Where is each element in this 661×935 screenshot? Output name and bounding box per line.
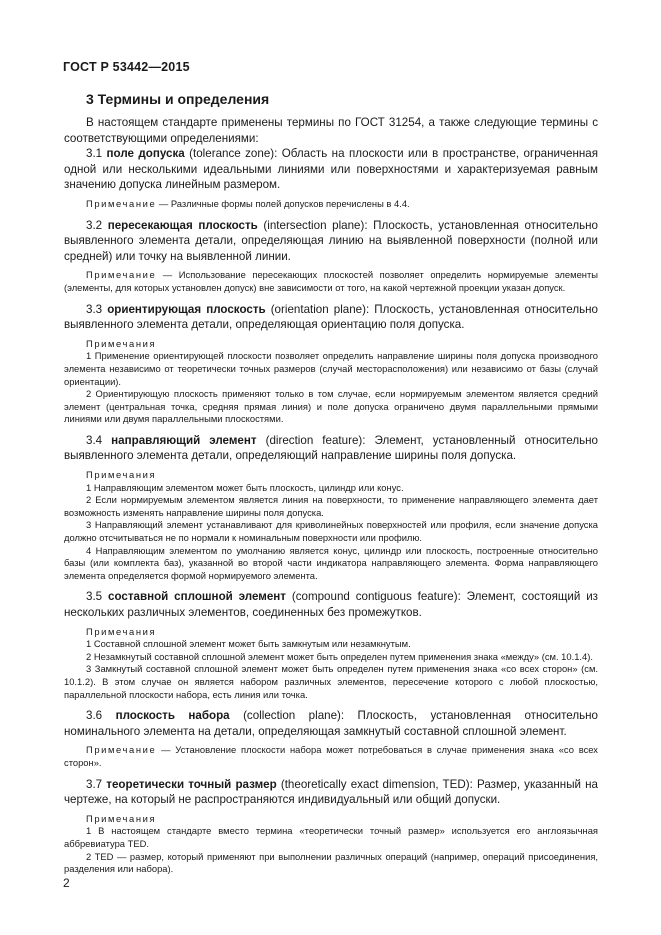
term-name: составной сплошной элемент	[108, 590, 286, 604]
term-3-4	[64, 433, 598, 464]
term-3-1-note	[64, 198, 598, 211]
term-name: теоретически точный размер	[106, 777, 277, 791]
term-definition: (theoretically exact dimension, TED): Размер, указанный на чертеже, на который не распространяются индивидуальный или общий допуски.	[64, 777, 598, 807]
notes-heading: Примечания	[86, 812, 157, 824]
term-definition: (collection plane): Плоскость, установленная относительно номинального элемента на детали, определяющая замкнутый составной сплошной элемент.	[64, 709, 598, 738]
term-definition: (intersection plane): Плоскость, установленная относительно выявленного элемента детали, определяющая линию на выявленной поверхности (полной или средней) или точку на выявленной линии.	[64, 218, 598, 263]
intro-paragraph: В настоящем стандарте применены термины по ГОСТ 31254, а также следующие термины с соответствующими определениями:	[64, 116, 598, 145]
page-number: 2	[63, 876, 70, 890]
note-item: 2 Ориентирующую плоскость применяют только в том случае, если нормируемым элементом является средний элемент (центральная точка, средняя прямая линия) и поле допуска ограничено двумя параллельными прямыми линиями или двумя параллельными плоскостями.	[64, 388, 598, 425]
document-body	[64, 90, 598, 876]
note-item: 1 Составной сплошной элемент может быть замкнутым или незамкнутым.	[86, 638, 411, 650]
term-name: поле допуска	[106, 147, 185, 161]
note-label: Примечание	[86, 197, 157, 209]
term-definition: (orientation plane): Плоскость, установленная относительно выявленного элемента детали, определяющая ориентацию поля допуска.	[64, 302, 598, 332]
term-name: пересекающая плоскость	[107, 218, 258, 232]
term-3-1	[64, 146, 598, 193]
note-item: 2 TED — размер, который применяют при выполнении различных операций (например, операций присоединения, разделения или набора).	[64, 850, 598, 875]
note-item: 3 Замкнутый составной сплошной элемент может быть определен путем применения знака «со всех сторон» (см. 10.1.2). В этом случае он является набором различных элементов, пересечение которого с любой плоскостью, параллельной плоскости набора, есть линия или точка.	[64, 663, 598, 700]
note-item: 2 Если нормируемым элементом является линия на поверхности, то применение направляющего элемента дает возможность изменять направление ширины поля допуска.	[64, 494, 598, 518]
term-number: 3.2	[86, 218, 103, 232]
notes-heading: Примечания	[86, 469, 157, 481]
term-number: 3.1	[86, 147, 103, 161]
note-item: 4 Направляющим элементом по умолчанию является конус, цилиндр или плоскость, построенные относительно базы (или комплекта баз), указанной во второй части индикатора направляющего элемента. Форма направляющего элемента определяется формой нормируемого элемента.	[64, 544, 598, 581]
document-header: ГОСТ Р 53442—2015	[63, 60, 190, 74]
notes-heading: Примечания	[86, 337, 157, 349]
term-number: 3.4	[86, 433, 103, 447]
term-3-6-note	[64, 744, 598, 769]
note-item: 3 Направляющий элемент устанавливают для криволинейных поверхностей или профиля, если значение допуска должно отсчитываться не по нормали к номинальным поверхности или профилю.	[64, 519, 598, 544]
term-3-7	[64, 777, 598, 808]
term-name: плоскость набора	[115, 709, 230, 723]
note-text: — Различные формы полей допусков перечислены в 4.4.	[156, 197, 410, 209]
note-text: — Установление плоскости набора может потребоваться в случае применения знака «со всех сторон».	[64, 744, 598, 768]
term-name: ориентирующая плоскость	[107, 302, 266, 316]
term-definition: (compound contiguous feature): Элемент, состоящий из нескольких различных элементов, соединенных без промежутков.	[64, 590, 598, 619]
term-3-2-note	[64, 269, 598, 294]
term-3-5	[64, 589, 598, 620]
section-title: 3 Термины и определения	[86, 91, 270, 107]
term-number: 3.3	[86, 302, 103, 316]
note-item: 1 Направляющим элементом может быть плоскость, цилиндр или конус.	[86, 481, 404, 493]
note-text: — Использование пересекающих плоскостей позволяет определить нормируемые элементы (элементы, для которых установлен допуск) вне зависимости от того, на какой чертежной проекции указан допуск.	[64, 269, 598, 293]
note-item: 1 В настоящем стандарте вместо термина «теоретически точный размер» используется его англоязычная аббревиатура TED.	[64, 825, 598, 849]
term-number: 3.6	[86, 709, 103, 723]
term-definition: (tolerance zone): Область на плоскости или в пространстве, ограниченная одной или несколькими идеальными линиями или поверхностями и характеризуемая равным значению допуска линейным размером.	[64, 147, 598, 192]
term-3-6	[64, 708, 598, 739]
term-3-3	[64, 302, 598, 333]
note-item: 2 Незамкнутый составной сплошной элемент может быть определен путем применения знака «между» (см. 10.1.4).	[86, 650, 593, 662]
note-label: Примечание	[86, 269, 157, 281]
note-item: 1 Применение ориентирующей плоскости позволяет определить направление ширины поля допуска производного элемента независимо от теоретически точных размеров (случай месторасположения) или независимо от базы (случай ориентации).	[64, 350, 598, 387]
term-name: направляющий элемент	[111, 433, 257, 447]
term-definition: (direction feature): Элемент, установленный относительно выявленного элемента детали, определяющий направление ширины поля допуска.	[64, 433, 598, 463]
term-number: 3.5	[86, 590, 103, 604]
term-3-2	[64, 218, 598, 265]
note-label: Примечание	[86, 744, 157, 756]
notes-heading: Примечания	[86, 625, 157, 637]
term-number: 3.7	[86, 777, 103, 791]
